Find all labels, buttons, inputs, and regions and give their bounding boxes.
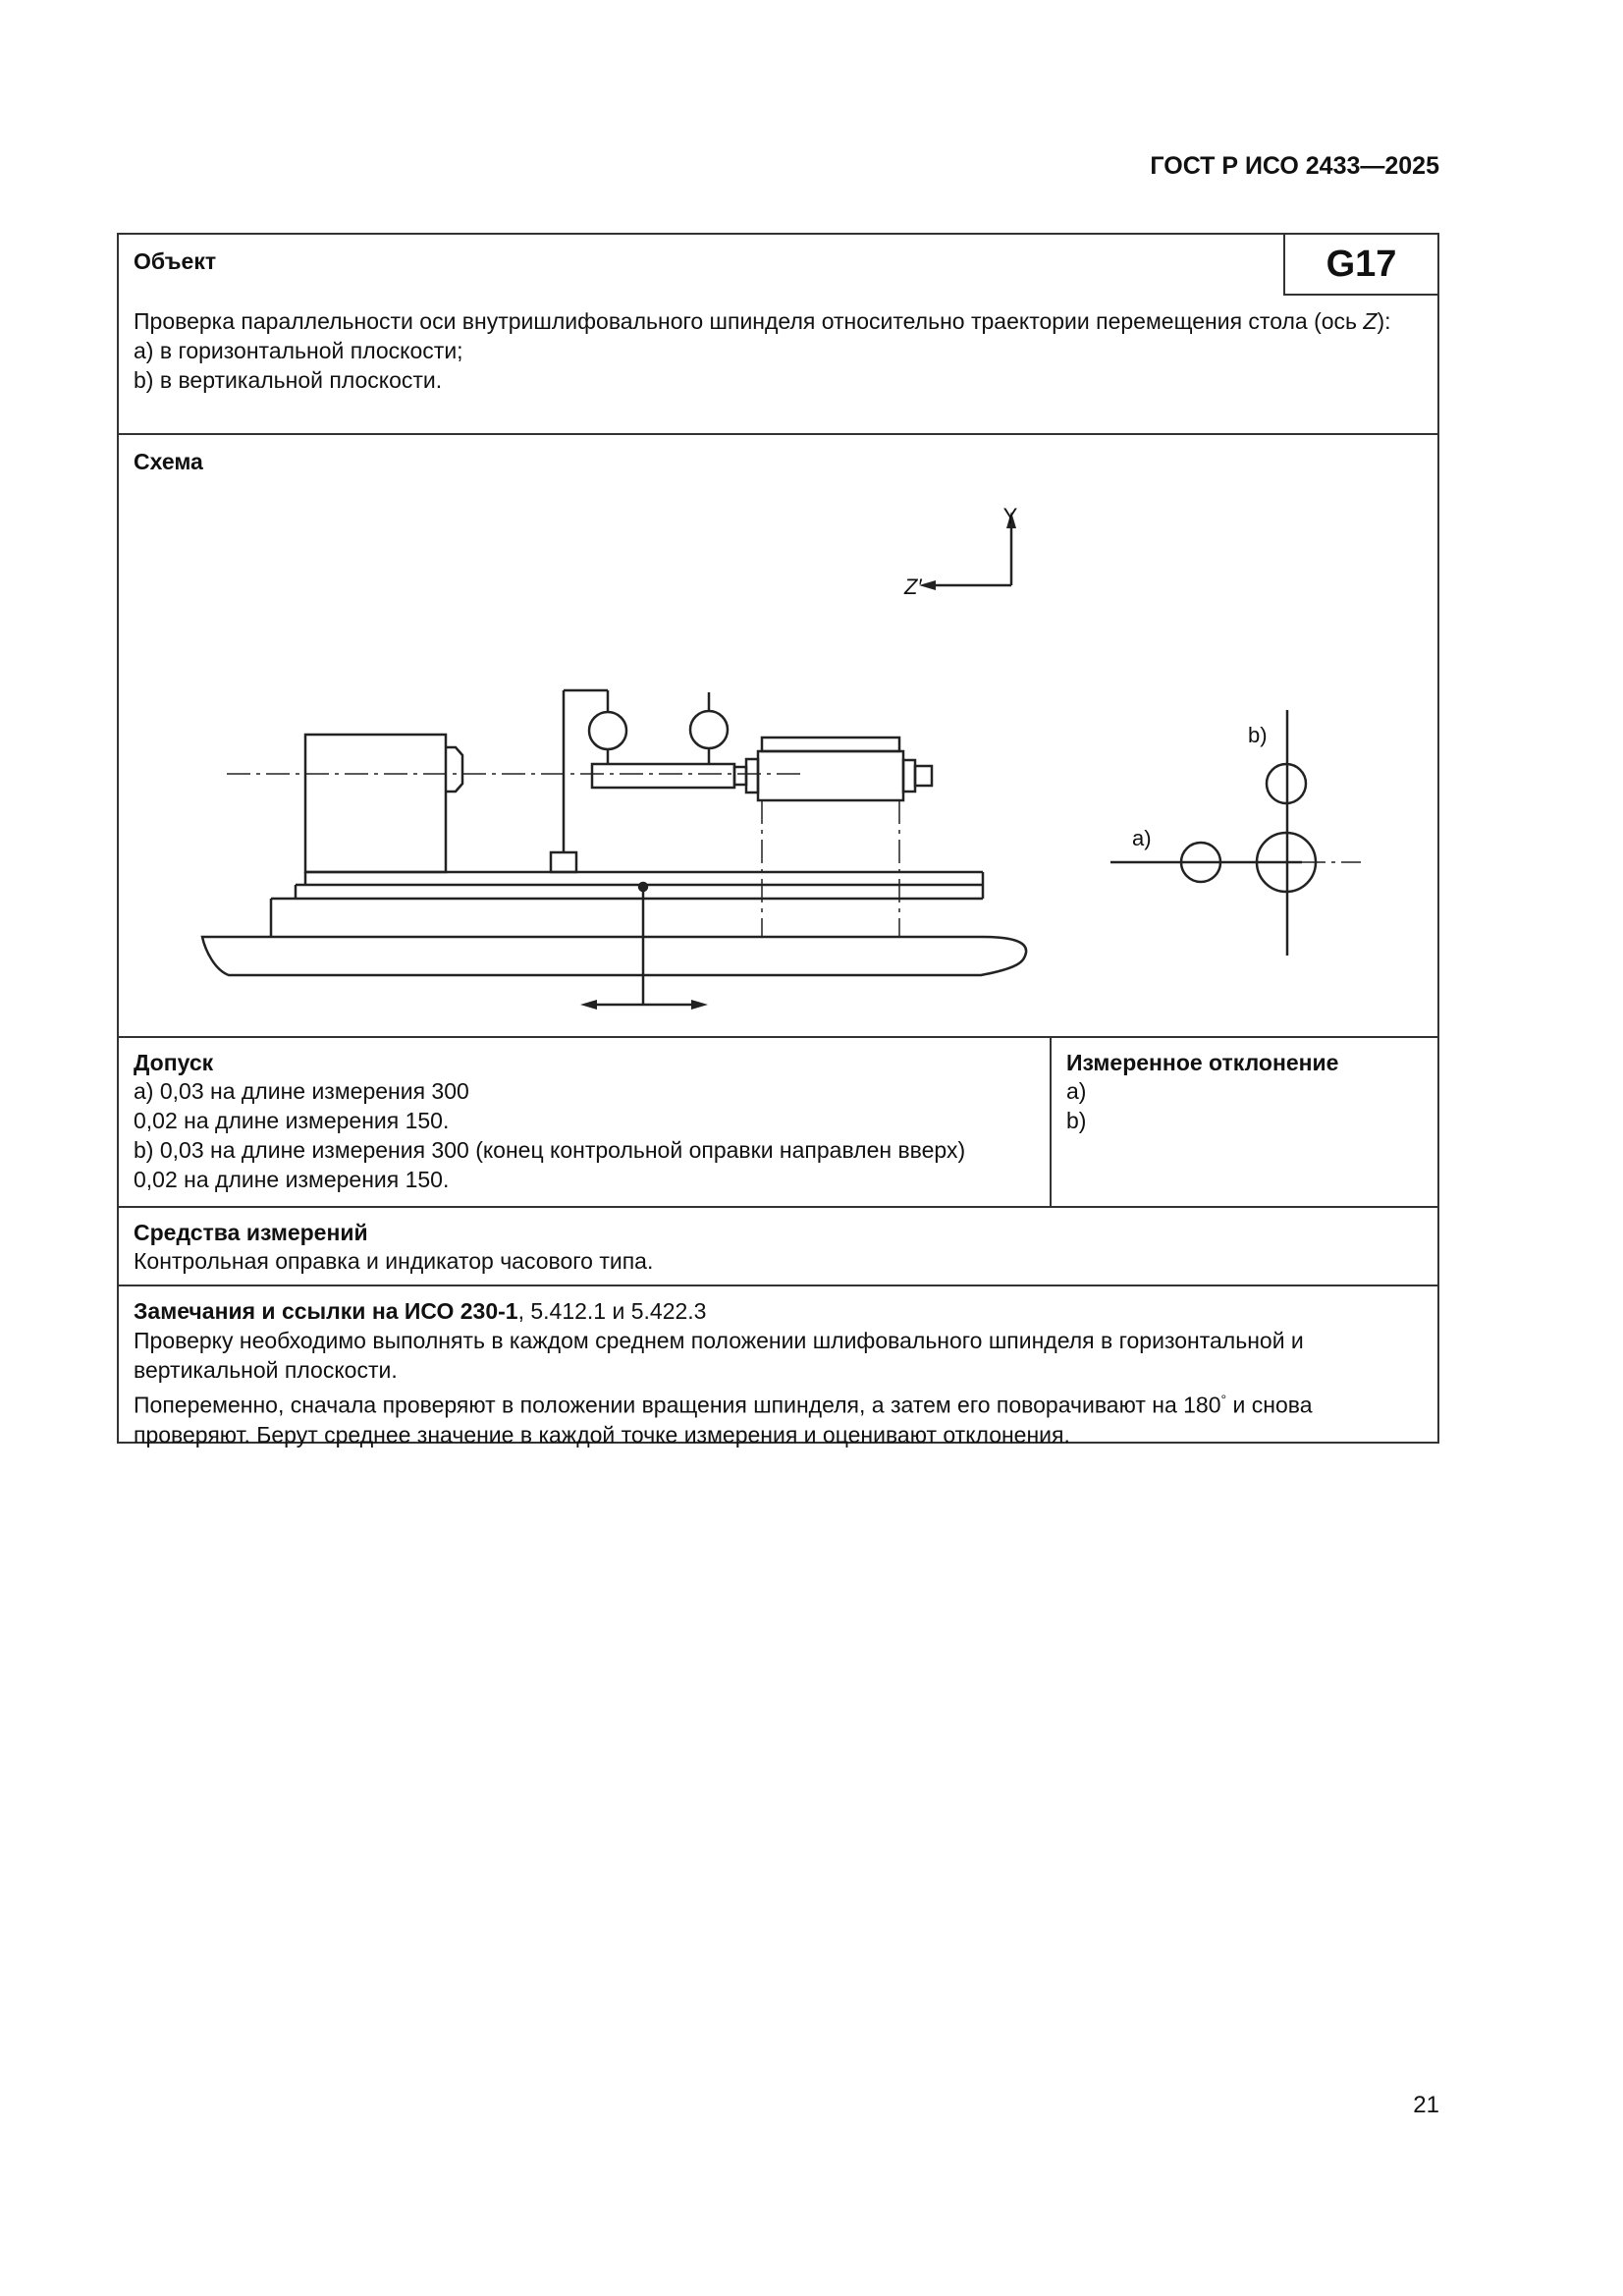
test-mandrel: [592, 764, 734, 788]
measured-cell: [1052, 1038, 1437, 1206]
axis-z-label: Z′: [904, 574, 922, 599]
axis-prefix: (ось: [1314, 308, 1364, 334]
mandrel-flange: [746, 759, 758, 793]
label-b: b): [1248, 723, 1268, 747]
object-item-a: a) в горизонтальной плоскости;: [134, 338, 463, 363]
measured-label: Измеренное отклонение: [1066, 1050, 1339, 1075]
indicator-dial-right: [690, 711, 728, 748]
tolerance-cell: [119, 1038, 1052, 1206]
tolerance-line-2: 0,02 на длине измерения 150.: [134, 1108, 450, 1133]
object-section: [119, 235, 1437, 435]
document-header: ГОСТ Р ИСО 2433—2025: [1150, 152, 1439, 180]
indicator-base: [551, 852, 576, 872]
headstock: [305, 735, 446, 872]
scheme-label: Схема: [134, 449, 203, 474]
page-number: 21: [1413, 2092, 1439, 2118]
tolerance-line-3: b) 0,03 на длине измерения 300 (конец контрольной оправки направлен вверх): [134, 1137, 966, 1163]
remarks-line-2-start: Попеременно, сначала проверяют в положении вращения шпинделя, а затем его поворачивают на 180: [134, 1392, 1221, 1418]
test-card: [117, 233, 1439, 1448]
grinding-head-top: [762, 738, 899, 751]
degree-sign: °: [1220, 1392, 1227, 1407]
instruments-label: Средства измерений: [134, 1220, 368, 1245]
motion-arrow-right: [691, 1000, 708, 1010]
axis-suffix: ):: [1377, 308, 1391, 334]
remarks-line-2-end: и снова проверяют. Берут среднее значение в каждой точке измерения и оценивают отклонения.: [134, 1392, 1313, 1448]
axis-y-label: Y: [1002, 504, 1018, 528]
object-description: [134, 306, 1430, 395]
description-text: Проверка параллельности оси внутришлифовального шпинделя относительно траектории перемещения стола: [134, 308, 1308, 334]
object-item-b: b) в вертикальной плоскости.: [134, 367, 443, 393]
axis-letter: Z: [1363, 308, 1378, 334]
object-label: Объект: [134, 248, 217, 274]
remarks-section: [119, 1286, 1437, 1448]
remarks-refs: , 5.412.1 и 5.422.3: [517, 1298, 707, 1324]
machine-drawing: [202, 512, 1316, 1010]
spindle-nose: [446, 747, 462, 792]
grinding-head-spigot: [915, 766, 932, 786]
scheme-section: [119, 435, 1437, 1038]
measured-line-b: b): [1066, 1108, 1087, 1133]
tolerance-line-1: a) 0,03 на длине измерения 300: [134, 1078, 469, 1104]
measured-line-a: a): [1066, 1078, 1087, 1104]
remarks-line-1: Проверку необходимо выполнять в каждом среднем положении шлифовального шпинделя в горизонтальной и вертикальной плоскости.: [134, 1328, 1304, 1383]
instruments-section: [119, 1208, 1437, 1286]
grinding-head-end: [903, 760, 915, 792]
tolerance-section: [119, 1038, 1437, 1208]
mandrel-collar: [734, 767, 746, 785]
test-code: G17: [1283, 235, 1437, 296]
machine-base: [202, 937, 1026, 975]
center-lines: [227, 774, 1361, 936]
indicator-dial-left: [589, 712, 626, 749]
instruments-text: Контрольная оправка и индикатор часового типа.: [134, 1248, 654, 1274]
label-a: a): [1132, 826, 1152, 850]
motion-arrow-left: [580, 1000, 597, 1010]
scheme-drawing: [119, 435, 1437, 1034]
tolerance-label: Допуск: [134, 1050, 214, 1075]
remarks-label: Замечания и ссылки на ИСО 230-1: [134, 1298, 518, 1324]
remarks-line-2: [134, 1385, 1423, 1449]
motion-dot: [639, 883, 647, 891]
grinding-head: [758, 751, 903, 800]
tolerance-line-4: 0,02 на длине измерения 150.: [134, 1167, 450, 1192]
